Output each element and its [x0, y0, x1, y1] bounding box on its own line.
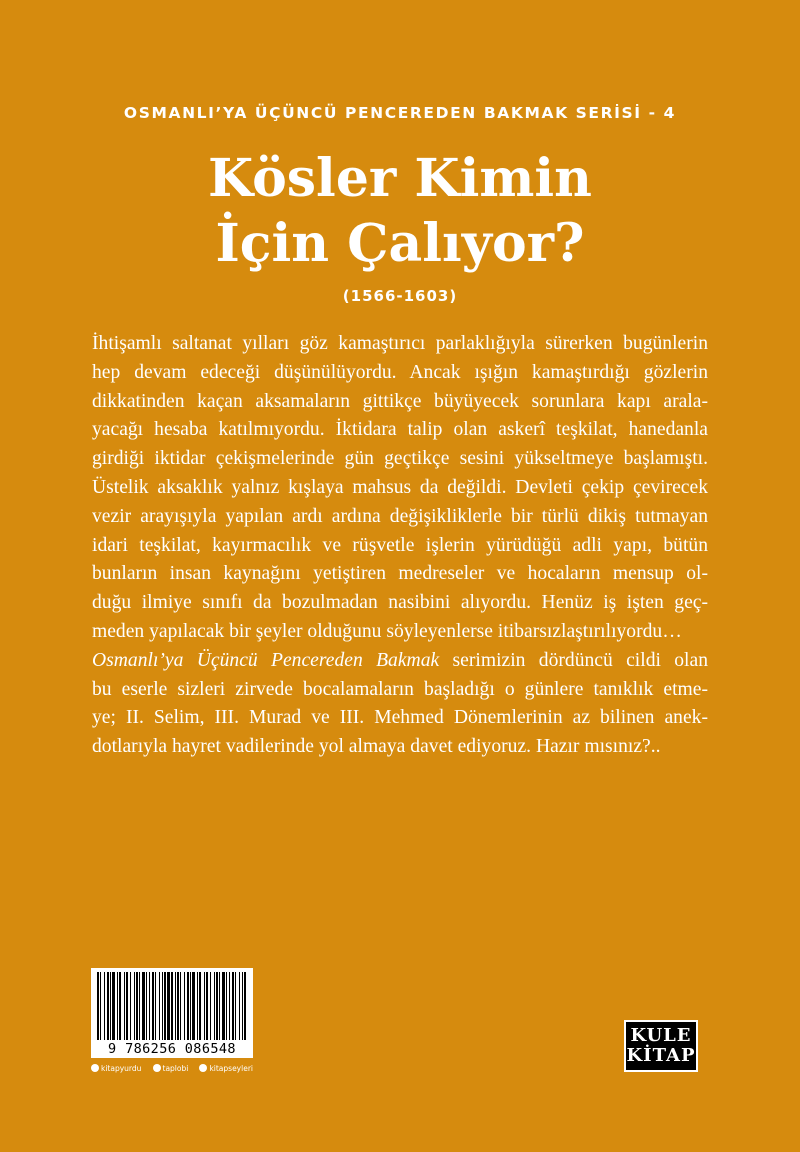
- barcode-bar: [235, 972, 236, 1040]
- barcode-bar: [192, 972, 195, 1040]
- blurb-line-rest: serimizin dördüncü cildi olan: [439, 649, 708, 671]
- blurb-line: bu eserle sizleri zirvede bocalamaların başladığı o günlere tanıklık etme-: [92, 678, 708, 700]
- online-sellers: [91, 1062, 253, 1074]
- seller-name: kitapyurdu: [101, 1063, 142, 1073]
- blurb-line: İhtişamlı saltanat yılları göz kamaştırıcı parlaklığıyla sürerken bugünlerin: [92, 333, 708, 354]
- blurb-line: duğu ilmiye sınıfı da bozulmadan nasibini alıyordu. Henüz iş işten geç-: [92, 592, 708, 614]
- barcode-bar: [184, 972, 185, 1040]
- seller-dot-icon: [199, 1064, 207, 1072]
- barcode-bar: [117, 972, 118, 1040]
- barcode-bar: [167, 972, 170, 1040]
- date-range: (1566-1603): [342, 287, 458, 305]
- barcode-bar: [107, 972, 109, 1040]
- barcode-bar: [216, 972, 218, 1040]
- barcode-bar: [142, 972, 145, 1040]
- seller-logo: [91, 1064, 141, 1073]
- barcode-bar: [130, 972, 131, 1040]
- barcode-bar: [112, 972, 115, 1040]
- barcode-bar: [206, 972, 208, 1040]
- blurb-line: dotlarıyla hayret vadilerinde yol almaya davet ediyoruz. Hazır mısınız?..: [92, 736, 661, 758]
- isbn-barcode: [91, 968, 253, 1058]
- barcode-bar: [155, 972, 156, 1040]
- book-title-line-2: İçin Çalıyor?: [215, 213, 585, 274]
- book-title-line-1: Kösler Kimin: [208, 148, 592, 209]
- back-cover-blurb: [92, 330, 708, 762]
- barcode-bar: [134, 972, 135, 1040]
- seller-logo: [199, 1064, 253, 1073]
- barcode-bar: [152, 972, 154, 1040]
- blurb-line: dikkatinden kaçan aksamaların gittikçe büyüyecek sorunlara kapı arala-: [92, 390, 708, 412]
- blurb-line: girdiği iktidar çekişmelerinde gün geçtikçe sesini yükseltmeye başlamıştı.: [92, 448, 708, 470]
- blurb-line: yacağı hesaba katılmıyordu. İktidara talip olan askerî teşkilat, hanedanla: [92, 419, 708, 441]
- seller-dot-icon: [91, 1064, 99, 1072]
- blurb-line: [92, 647, 708, 676]
- barcode-bar: [204, 972, 205, 1040]
- barcode-bar: [164, 972, 166, 1040]
- barcode-bar: [124, 972, 125, 1040]
- isbn-number: 9 786256 086548: [108, 1041, 236, 1057]
- barcode-bar: [119, 972, 121, 1040]
- blurb-line: vezir arayışıyla yapılan ardı ardına değişikliklerle bir türlü dikiş tutmayan: [92, 505, 708, 527]
- barcode-bar: [219, 972, 220, 1040]
- barcode-bar: [139, 972, 140, 1040]
- barcode-bar: [149, 972, 150, 1040]
- barcode-bar: [232, 972, 234, 1040]
- barcode-bar: [239, 972, 240, 1040]
- blurb-line: meden yapılacak bir şeyler olduğunu söyleyenlerse itibarsızlaştırılıyordu…: [92, 620, 682, 642]
- publisher-logo-line-1: KULE: [630, 1025, 692, 1046]
- barcode-bar: [136, 972, 138, 1040]
- barcode-bar: [146, 972, 147, 1040]
- blurb-line: hep devam edeceği düşünülüyordu. Ancak ışığın kamaştırdığı gözlerin: [92, 361, 708, 383]
- seller-logo: [153, 1064, 189, 1073]
- seller-name: taplobi: [162, 1063, 189, 1073]
- blurb-line: ye; II. Selim, III. Murad ve III. Mehmed Dönemlerinin az bilinen anek-: [92, 707, 708, 729]
- barcode-bar: [126, 972, 128, 1040]
- barcode-bar: [175, 972, 176, 1040]
- barcode-bar: [190, 972, 191, 1040]
- barcode-bar: [100, 972, 101, 1040]
- barcode-bar: [199, 972, 201, 1040]
- seller-name: kitapseyleri: [209, 1063, 253, 1073]
- publisher-logo-line-2: KİTAP: [626, 1045, 696, 1066]
- barcode-bar: [187, 972, 189, 1040]
- series-name-italic: Osmanlı’ya Üçüncü Pencereden Bakmak: [92, 649, 440, 671]
- barcode-bar: [180, 972, 181, 1040]
- barcode-bar: [222, 972, 225, 1040]
- barcode-bar: [214, 972, 215, 1040]
- barcode-bar: [210, 972, 211, 1040]
- seller-dot-icon: [153, 1064, 161, 1072]
- barcode-bar: [97, 972, 99, 1040]
- barcode-bar: [242, 972, 243, 1040]
- barcode-bar: [162, 972, 163, 1040]
- blurb-line: idari teşkilat, kayırmacılık ve rüşvetle işlerin yürüdüğü adli yapı, bütün: [92, 534, 708, 556]
- publisher-logo: [624, 1020, 698, 1072]
- barcode-bar: [177, 972, 179, 1040]
- barcode-bar: [110, 972, 111, 1040]
- barcode-bar: [171, 972, 173, 1040]
- barcode-bar: [197, 972, 198, 1040]
- barcode-bar: [104, 972, 105, 1040]
- barcode-bar: [159, 972, 160, 1040]
- blurb-line: bunların insan kaynağını yetiştiren medreseler ve hocaların mensup ol-: [92, 563, 708, 585]
- blurb-line: Üstelik aksaklık yalnız kışlaya mahsus da değildi. Devleti çekip çevirecek: [92, 476, 708, 498]
- barcode-bar: [226, 972, 227, 1040]
- series-label: OSMANLI’YA ÜÇÜNCÜ PENCEREDEN BAKMAK SERİSİ - 4: [123, 104, 677, 122]
- barcode-bar: [229, 972, 230, 1040]
- barcode-bars: [95, 972, 249, 1040]
- barcode-bar: [244, 972, 246, 1040]
